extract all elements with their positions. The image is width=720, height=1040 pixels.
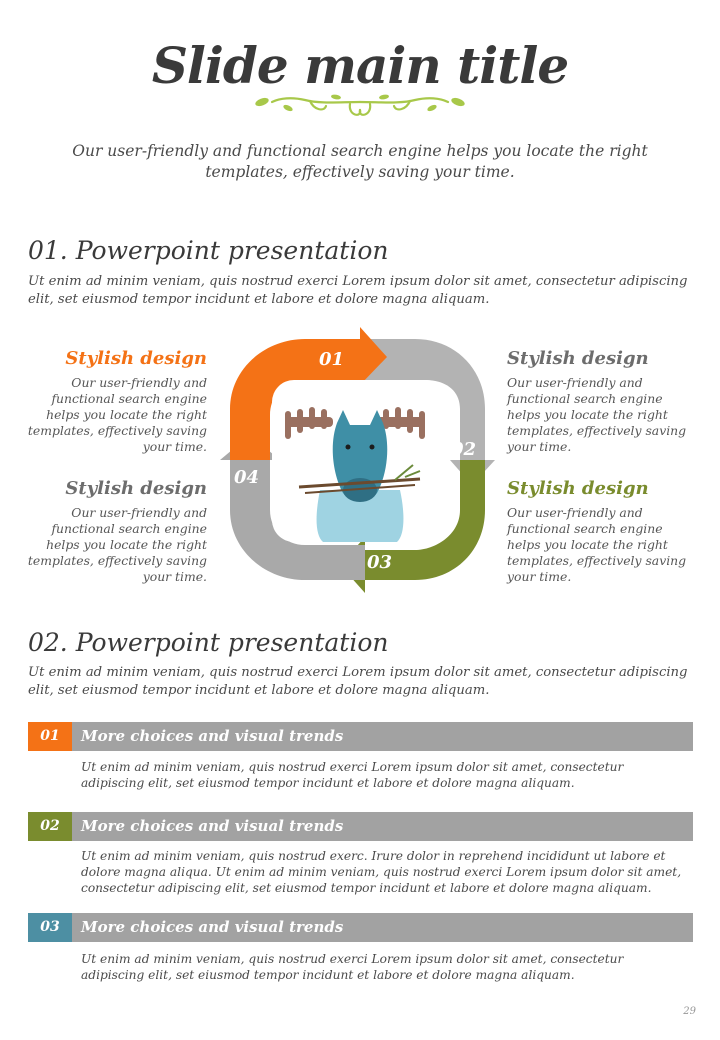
block-4-heading: Stylish design xyxy=(507,478,649,499)
block-4-text: Our user-friendly and functional search engine helps you locate the right templates, effectively saving your time. xyxy=(507,505,687,584)
item-2-number: 02 xyxy=(28,812,72,841)
section-1-title: 01. Powerpoint presentation xyxy=(28,236,389,265)
item-2-bar xyxy=(28,812,693,841)
item-1-number: 01 xyxy=(28,722,72,751)
step-04-label: 04 xyxy=(234,467,260,488)
subtitle: Our user-friendly and functional search engine helps you locate the right templates, effectively saving your time. xyxy=(72,142,648,181)
block-2-heading: Stylish design xyxy=(65,478,207,499)
section-2-title: 02. Powerpoint presentation xyxy=(28,628,389,657)
item-2-label: More choices and visual trends xyxy=(81,817,344,835)
item-1-text: Ut enim ad minim veniam, quis nostrud exerci Lorem ipsum dolor sit amet, consectetur adipiscing elit, set eiusmod tempor incidunt et labore et dolore magna aliquam. xyxy=(81,760,624,790)
block-3-heading: Stylish design xyxy=(507,348,649,369)
section-2-body: Ut enim ad minim veniam, quis nostrud exerci Lorem ipsum dolor sit amet, consectetur adipiscing elit, set eiusmod tempor incidunt et labore et dolore magna aliquam. xyxy=(28,665,688,698)
block-1-text: Our user-friendly and functional search engine helps you locate the right templates, effectively saving your time. xyxy=(27,375,207,454)
step-03-label: 03 xyxy=(367,552,393,573)
leaf-ornament-icon xyxy=(250,94,470,130)
item-3-number: 03 xyxy=(28,913,72,942)
step-01-label: 01 xyxy=(319,349,345,370)
item-1-bar xyxy=(28,722,693,751)
item-3-bar xyxy=(28,913,693,942)
item-2-text: Ut enim ad minim veniam, quis nostrud exerc. Irure dolor in reprehend incididunt ut labore et dolore magna aliqua. Ut enim ad minim veniam, quis nostrud exerci Lorem ipsum dolor sit amet, consectetur adipiscing elit, set eiusmod tempor incidunt et labore et dolore magna aliquam. xyxy=(81,849,682,895)
page-title: Slide main title xyxy=(151,36,569,95)
section-1-body: Ut enim ad minim veniam, quis nostrud exerci Lorem ipsum dolor sit amet, consectetur adipiscing elit, set eiusmod tempor incidunt et labore et dolore magna aliquam. xyxy=(28,274,688,307)
item-1-label: More choices and visual trends xyxy=(81,727,344,745)
cycle-diagram xyxy=(215,325,505,595)
step-02-label: 02 xyxy=(451,439,477,460)
item-3-text: Ut enim ad minim veniam, quis nostrud exerci Lorem ipsum dolor sit amet, consectetur adipiscing elit, set eiusmod tempor incidunt et labore et dolore magna aliquam. xyxy=(81,952,624,982)
item-3-label: More choices and visual trends xyxy=(81,918,344,936)
page-number: 29 xyxy=(683,1006,696,1017)
block-2-text: Our user-friendly and functional search engine helps you locate the right templates, effectively saving your time. xyxy=(27,505,207,584)
block-3-text: Our user-friendly and functional search engine helps you locate the right templates, effectively saving your time. xyxy=(507,375,687,454)
block-1-heading: Stylish design xyxy=(65,348,207,369)
